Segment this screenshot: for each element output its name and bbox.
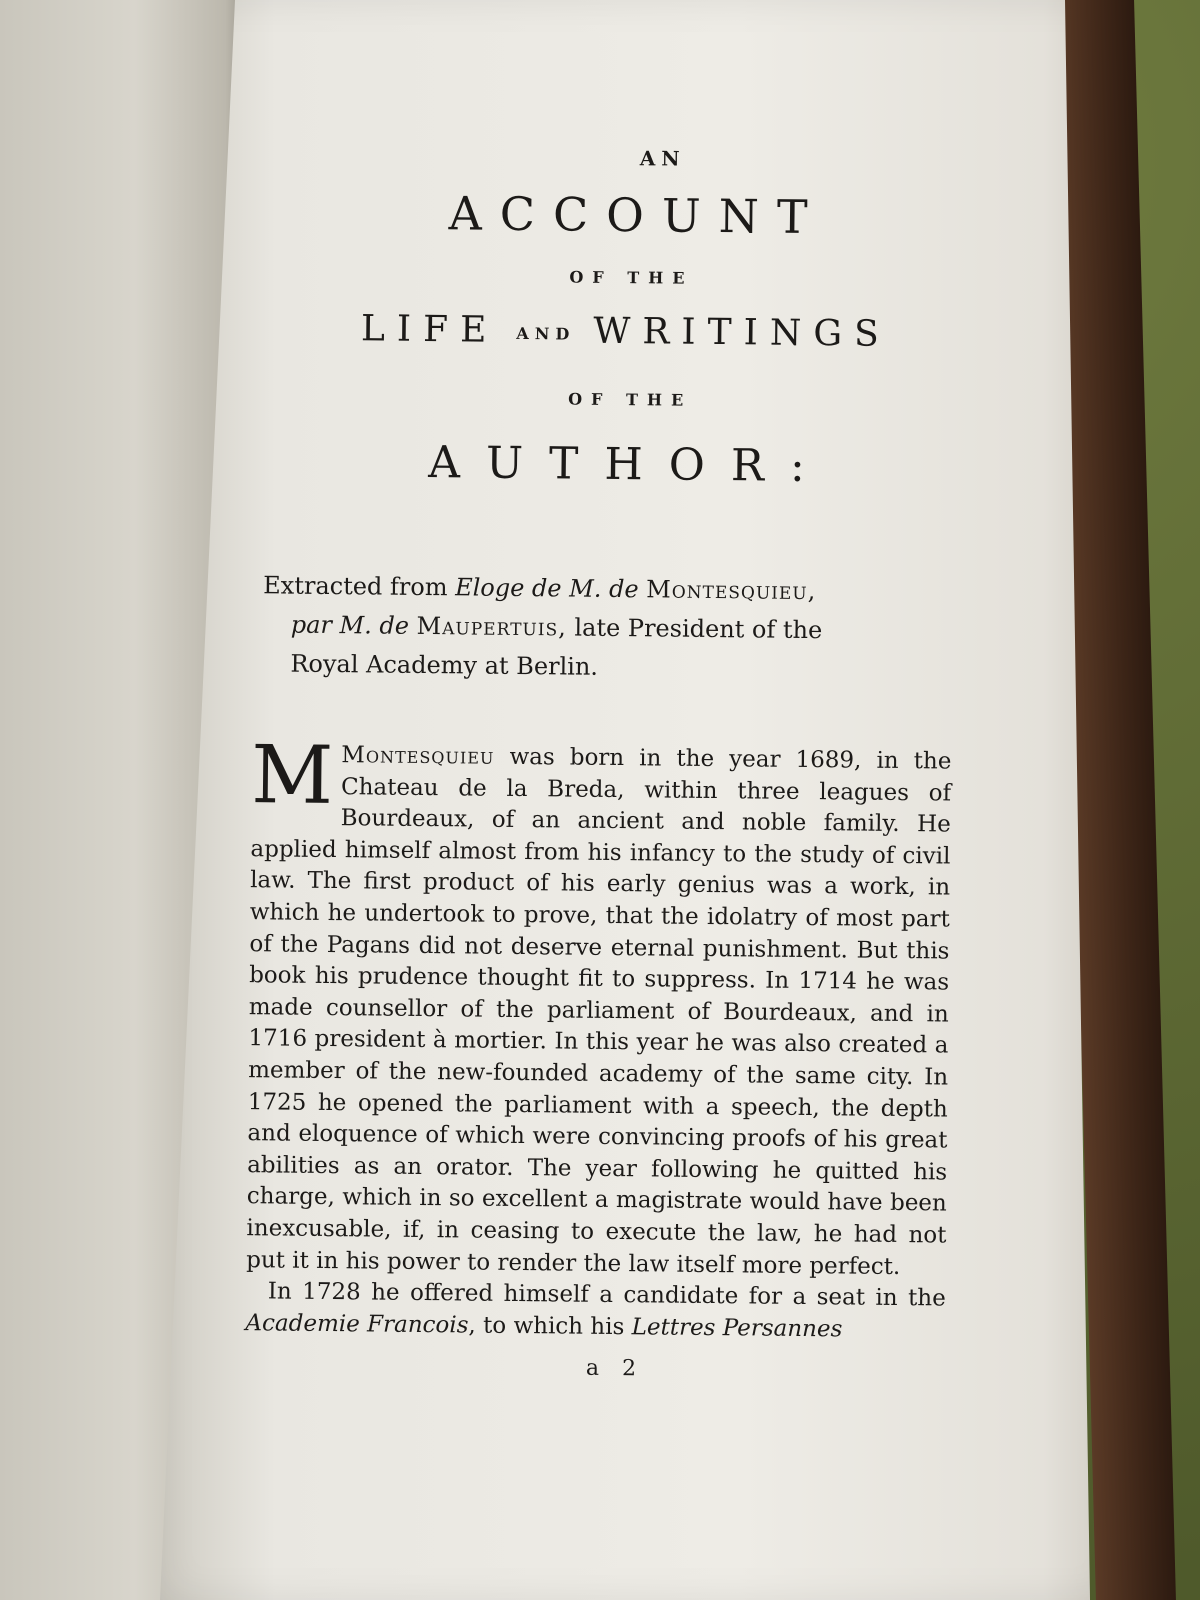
- source-work: Eloge de M. de: [455, 573, 647, 604]
- paragraph-2-text-a: In 1728 he offered himself a candidate for a seat in the: [267, 1278, 946, 1312]
- title-writings: WRITINGS: [593, 310, 892, 355]
- source-subject: Montesquieu,: [646, 575, 817, 606]
- title-an: AN: [639, 146, 686, 171]
- academy-name: Academie Francois: [245, 1309, 469, 1339]
- source-role: late President of the: [566, 613, 823, 645]
- title-author: AUTHOR:: [427, 437, 832, 493]
- source-by: par M. de: [290, 610, 417, 640]
- drop-cap: M: [250, 728, 334, 823]
- paragraph-1: [246, 728, 952, 1283]
- title-and: AND: [516, 323, 576, 344]
- title-account: ACCOUNT: [448, 186, 826, 245]
- body-text: [245, 728, 952, 1388]
- title-of-the-1: OF THE: [569, 267, 694, 288]
- book-title: Lettres Persannes: [631, 1313, 843, 1343]
- title-life: LIFE: [360, 308, 499, 351]
- paragraph-1-text: was born in the year 1689, in the Chateau de la Breda, within three leagues of Bourdeaux, of an ancient and noble family. He applied himself almost from his infancy to the study of civil law. The first product of his early genius was a work, in which he undertook to prove, that the idolatry of most part of the Pagans did not deserve eternal punishment. But this book his prudence thought fit to suppress. In 1714 he was made counsellor of the parliament of Bourdeaux, and in 1716 president à mortier. In this year he was also created a member of the new-founded academy of the same city. In 1725 he opened the parliament with a speech, the depth and eloquence of which were convincing proofs of his great abilities as an orator. The year following he quitted his charge, which in so excellent a magistrate would have been inexcusable, if, in ceasing to execute the law, he had not put it in his power to render the law itself more perfect.: [246, 743, 952, 1280]
- title-life-and-writings: [296, 308, 956, 356]
- page-text: [225, 130, 958, 1388]
- source-author: Maupertuis,: [416, 611, 567, 642]
- source-institution: Royal Academy at Berlin.: [290, 649, 599, 681]
- title-of-the-2: OF THE: [568, 389, 693, 410]
- paragraph-2: [245, 1276, 946, 1347]
- paragraph-2-text-b: , to which his: [468, 1312, 632, 1340]
- subject-name: Montesquieu: [341, 742, 495, 770]
- source-text: Extracted from: [263, 571, 456, 602]
- signature-mark: a 2: [585, 1355, 645, 1382]
- source-note: [262, 566, 953, 690]
